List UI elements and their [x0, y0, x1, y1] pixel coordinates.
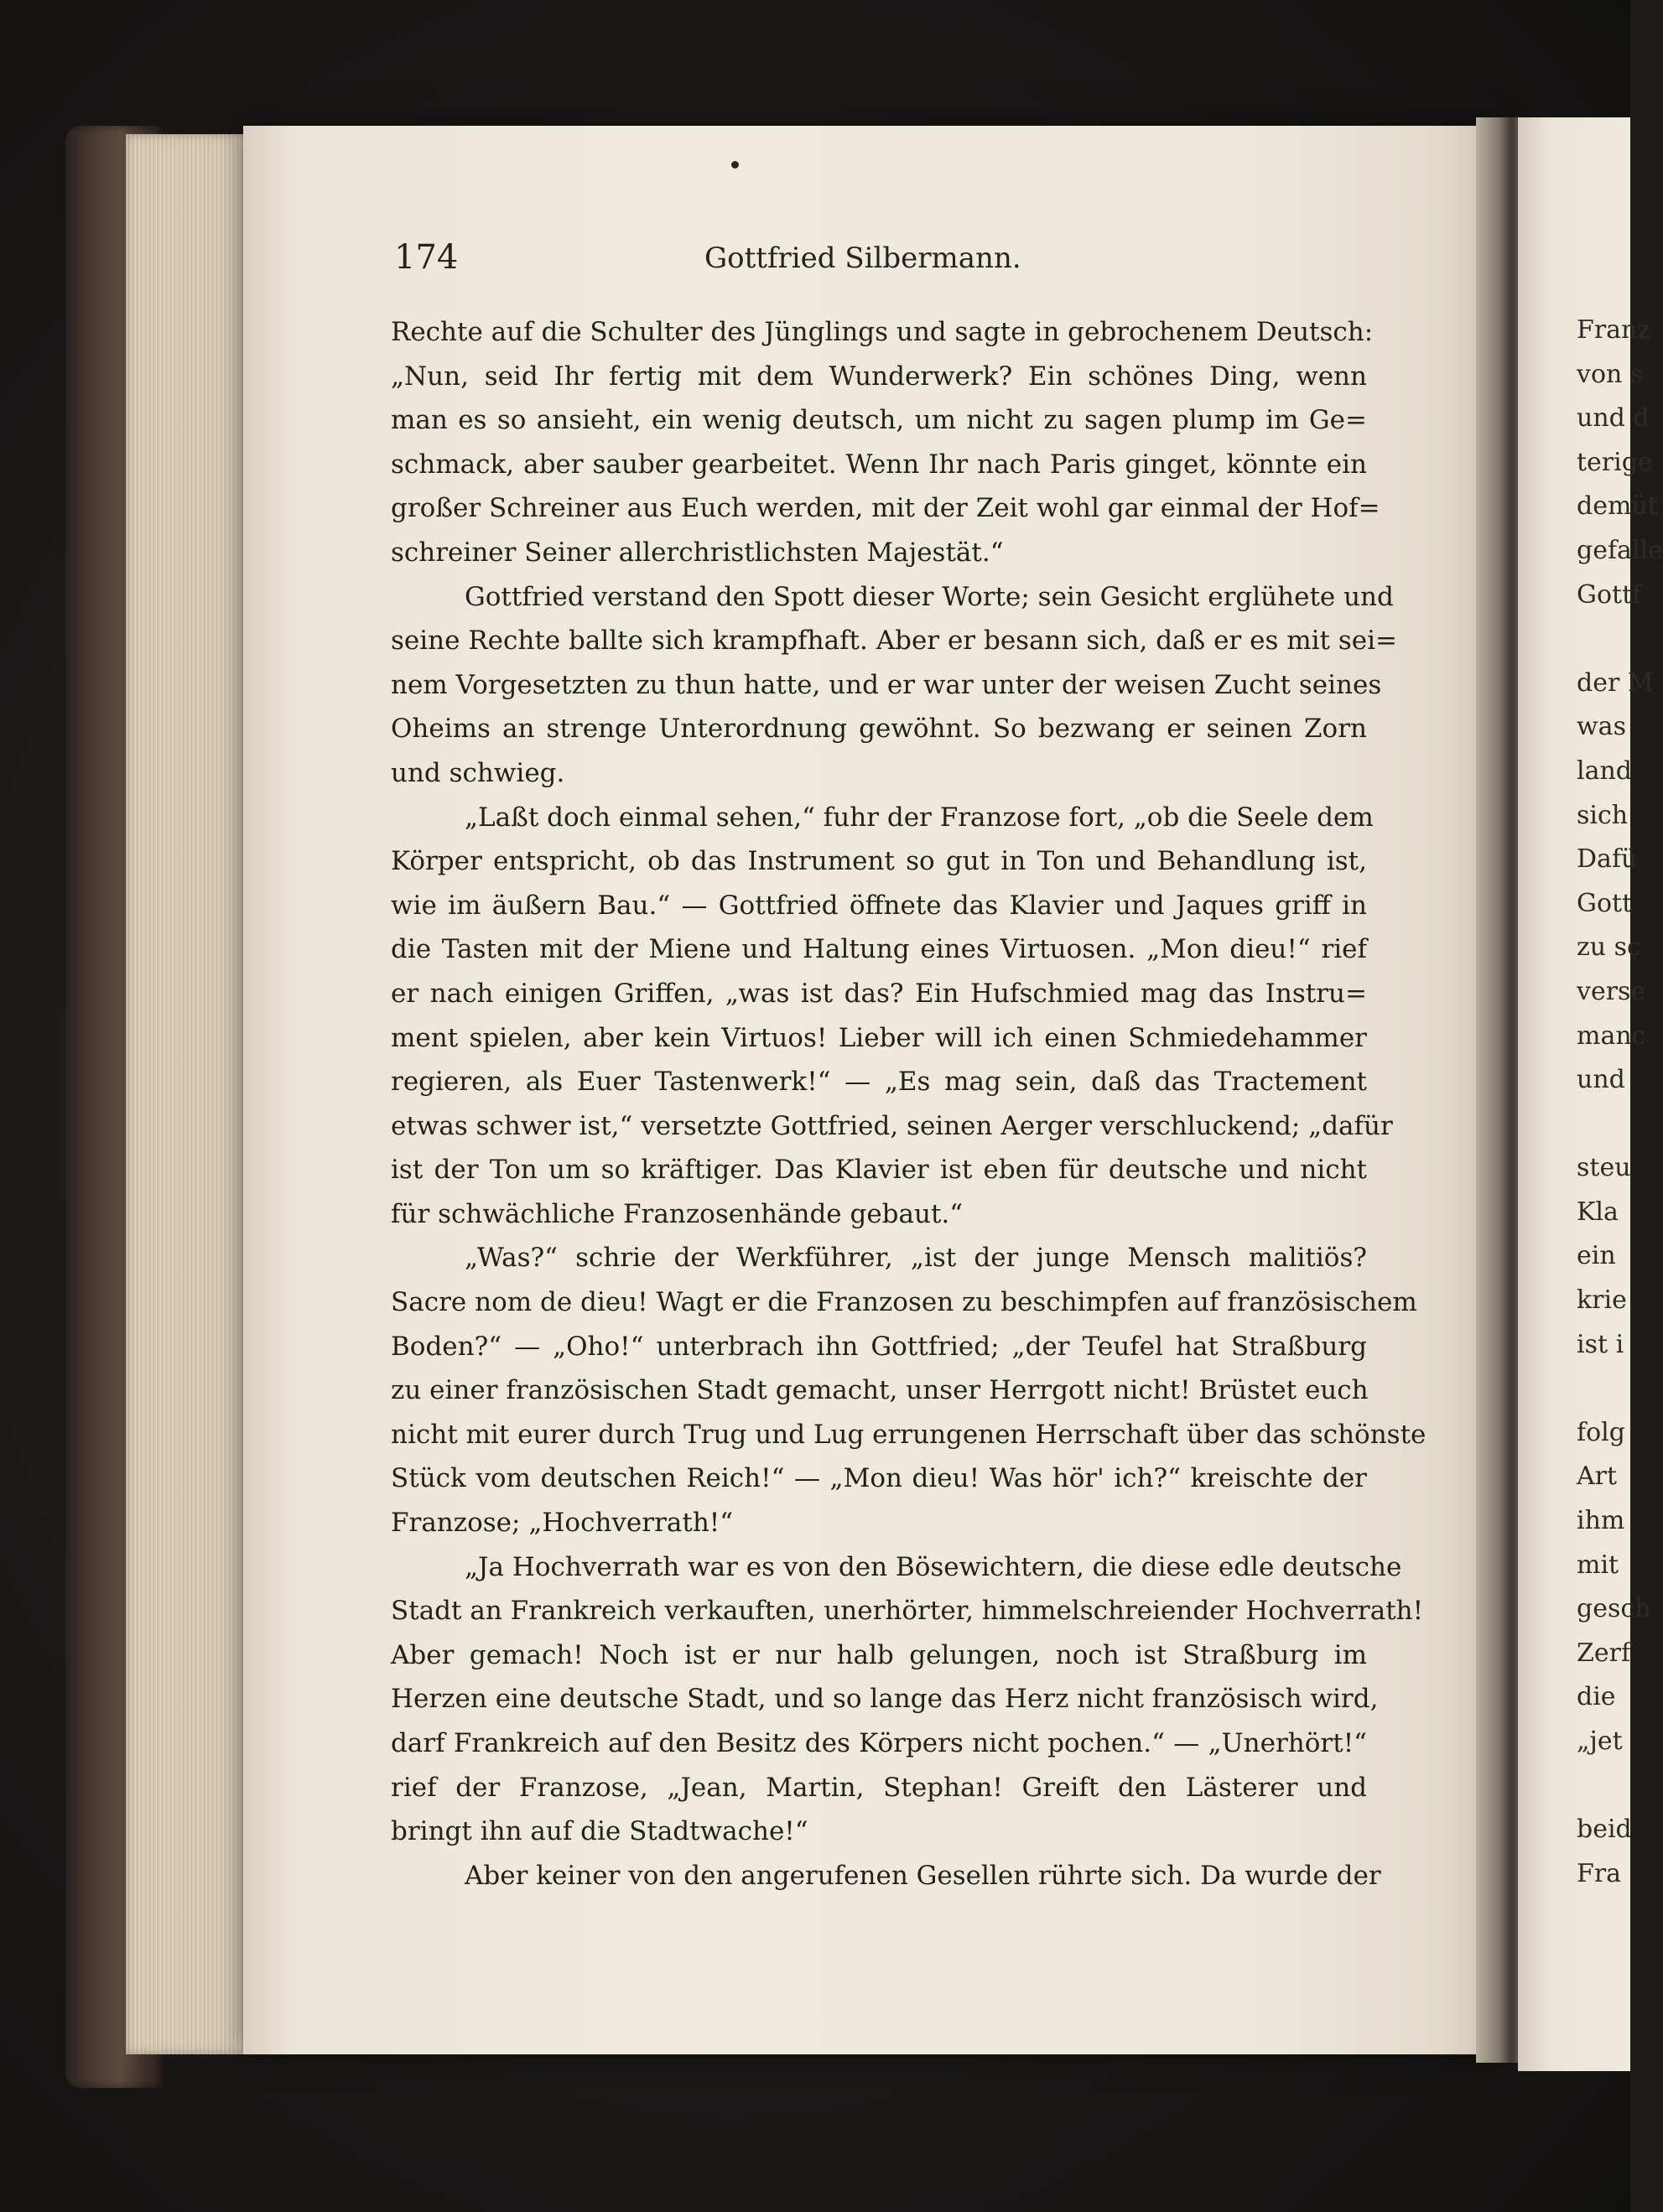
facing-page-line: Franz — [1577, 315, 1651, 345]
facing-page-line: beid — [1577, 1815, 1632, 1845]
text-line: man es so ansieht, ein wenig deutsch, um nicht zu sagen plump im Ge= — [391, 405, 1367, 436]
text-line: Rechte auf die Schulter des Jünglings und sagte in gebrochenem Deutsch: — [391, 317, 1374, 347]
facing-page-line: Gott — [1577, 888, 1633, 918]
text-line: schreiner Seiner allerchristlichsten Majestät.“ — [391, 537, 1004, 568]
text-line: Stadt an Frankreich verkauften, unerhörter, himmelschreiender Hochverrath! — [391, 1596, 1424, 1627]
text-line: etwas schwer ist,“ versetzte Gottfried, seinen Aerger verschluckend; „dafür — [391, 1110, 1393, 1141]
text-line: Aber keiner von den angerufenen Gesellen rührte sich. Da wurde der — [465, 1860, 1381, 1891]
facing-page-line: ein — [1577, 1241, 1616, 1271]
facing-page-line: verse — [1577, 976, 1646, 1006]
facing-page-line: mit — [1577, 1550, 1619, 1580]
facing-page-line: Art — [1577, 1462, 1618, 1492]
facing-page-line — [1577, 1764, 1630, 1809]
text-line: zu einer französischen Stadt gemacht, unser Herrgott nicht! Brüstet euch — [391, 1375, 1369, 1406]
text-line: großer Schreiner aus Euch werden, mit der Zeit wohl gar einmal der Hof= — [391, 493, 1380, 524]
facing-page-line: demüt — [1577, 491, 1658, 522]
text-line: darf Frankreich auf den Besitz des Körpers nicht pochen.“ — „Unerhört!“ — [391, 1728, 1367, 1758]
facing-page-line: Dafü — [1577, 844, 1638, 875]
facing-page-line: manc — [1577, 1020, 1646, 1051]
facing-page-line: was — [1577, 712, 1626, 742]
facing-page-line: von s — [1577, 359, 1644, 389]
facing-page-line: die — [1577, 1682, 1616, 1712]
facing-page-line: der M — [1577, 667, 1654, 698]
page-edges — [126, 134, 252, 2054]
text-line: rief der Franzose, „Jean, Martin, Stephan! Greift den Lästerer und — [391, 1772, 1367, 1803]
running-head: Gottfried Silbermann. — [704, 241, 1021, 275]
facing-page-line — [1577, 1103, 1630, 1147]
facing-page-line: sich — [1577, 800, 1629, 830]
facing-page-line: und — [1577, 1065, 1625, 1095]
text-line: „Nun, seid Ihr fertig mit dem Wunderwerk? Ein schönes Ding, wenn — [391, 361, 1367, 392]
text-line: Boden?“ — „Oho!“ unterbrach ihn Gottfried; „der Teufel hat Straßburg — [391, 1331, 1367, 1362]
text-line: ist der Ton um so kräftiger. Das Klavier ist eben für deutsche und nicht — [391, 1155, 1367, 1186]
text-line: Franzose; „Hochverrath!“ — [391, 1508, 734, 1539]
facing-page-line: Kla — [1577, 1197, 1619, 1227]
text-line: seine Rechte ballte sich krampfhaft. Aber er besann sich, daß er es mit sei= — [391, 626, 1397, 657]
ink-dot — [731, 161, 739, 169]
facing-page-text — [1577, 309, 1663, 1969]
text-line: nicht mit eurer durch Trug und Lug errungenen Herrschaft über das schönste — [391, 1419, 1427, 1450]
text-line: ment spielen, aber kein Virtuos! Lieber will ich einen Schmiedehammer — [391, 1022, 1367, 1053]
text-line: nem Vorgesetzten zu thun hatte, und er war unter der weisen Zucht seines — [391, 669, 1382, 700]
text-line: Herzen eine deutsche Stadt, und so lange das Herz nicht französisch wird, — [391, 1684, 1379, 1715]
text-line: „Laßt doch einmal sehen,“ fuhr der Franzose fort, „ob die Seele dem — [465, 802, 1374, 833]
facing-page-line: ihm — [1577, 1506, 1625, 1536]
facing-page-line: gesch — [1577, 1594, 1651, 1624]
facing-page-line: krie — [1577, 1285, 1627, 1316]
text-line: Aber gemach! Noch ist er nur halb gelungen, noch ist Straßburg im — [391, 1639, 1367, 1670]
text-line: Sacre nom de dieu! Wagt er die Franzosen zu beschimpfen auf französischem — [391, 1287, 1417, 1318]
facing-page-line — [1577, 1367, 1630, 1411]
text-line: wie im äußern Bau.“ — Gottfried öffnete das Klavier und Jaques griff in — [391, 890, 1367, 921]
facing-page-line: gefalle — [1577, 535, 1663, 565]
facing-page-line — [1577, 617, 1630, 662]
facing-page-line: Zerf — [1577, 1638, 1631, 1668]
facing-page-line: Fra — [1577, 1858, 1622, 1888]
facing-page-line: und d — [1577, 403, 1650, 434]
facing-page-line: land — [1577, 756, 1633, 786]
text-line: und schwieg. — [391, 757, 565, 788]
text-line: Stück vom deutschen Reich!“ — „Mon dieu! Was hör' ich?“ kreischte der — [391, 1463, 1367, 1494]
page-number: 174 — [394, 238, 459, 277]
facing-page-line: zu sc — [1577, 932, 1641, 963]
text-line: regieren, als Euer Tastenwerk!“ — „Es mag sein, daß das Tractement — [391, 1067, 1367, 1098]
text-line: für schwächliche Franzosenhände gebaut.“ — [391, 1198, 964, 1229]
text-line: er nach einigen Griffen, „was ist das? Ein Hufschmied mag das Instru= — [391, 978, 1367, 1009]
text-line: Oheims an strenge Unterordnung gewöhnt. So bezwang er seinen Zorn — [391, 714, 1367, 745]
facing-page-line: steu — [1577, 1153, 1631, 1183]
facing-page-line: Gottf — [1577, 579, 1642, 610]
facing-page-line: folg — [1577, 1417, 1625, 1447]
facing-page-line: terige — [1577, 447, 1653, 477]
body-text — [391, 310, 1427, 1898]
text-line: „Ja Hochverrath war es von den Bösewichtern, die diese edle deutsche — [465, 1551, 1402, 1582]
facing-page-line: „jet — [1577, 1727, 1623, 1756]
text-line: bringt ihn auf die Stadtwache!“ — [391, 1816, 808, 1847]
text-line: „Was?“ schrie der Werkführer, „ist der junge Mensch malitiös? — [465, 1243, 1367, 1274]
facing-page-line: ist i — [1577, 1329, 1624, 1359]
text-line: Gottfried verstand den Spott dieser Worte; sein Gesicht erglühete und — [465, 581, 1394, 612]
text-line: Körper entspricht, ob das Instrument so gut in Ton und Behandlung ist, — [391, 846, 1367, 877]
text-line: die Tasten mit der Miene und Haltung eines Virtuosen. „Mon dieu!“ rief — [391, 934, 1367, 965]
text-line: schmack, aber sauber gearbeitet. Wenn Ihr nach Paris ginget, könnte ein — [391, 449, 1367, 480]
